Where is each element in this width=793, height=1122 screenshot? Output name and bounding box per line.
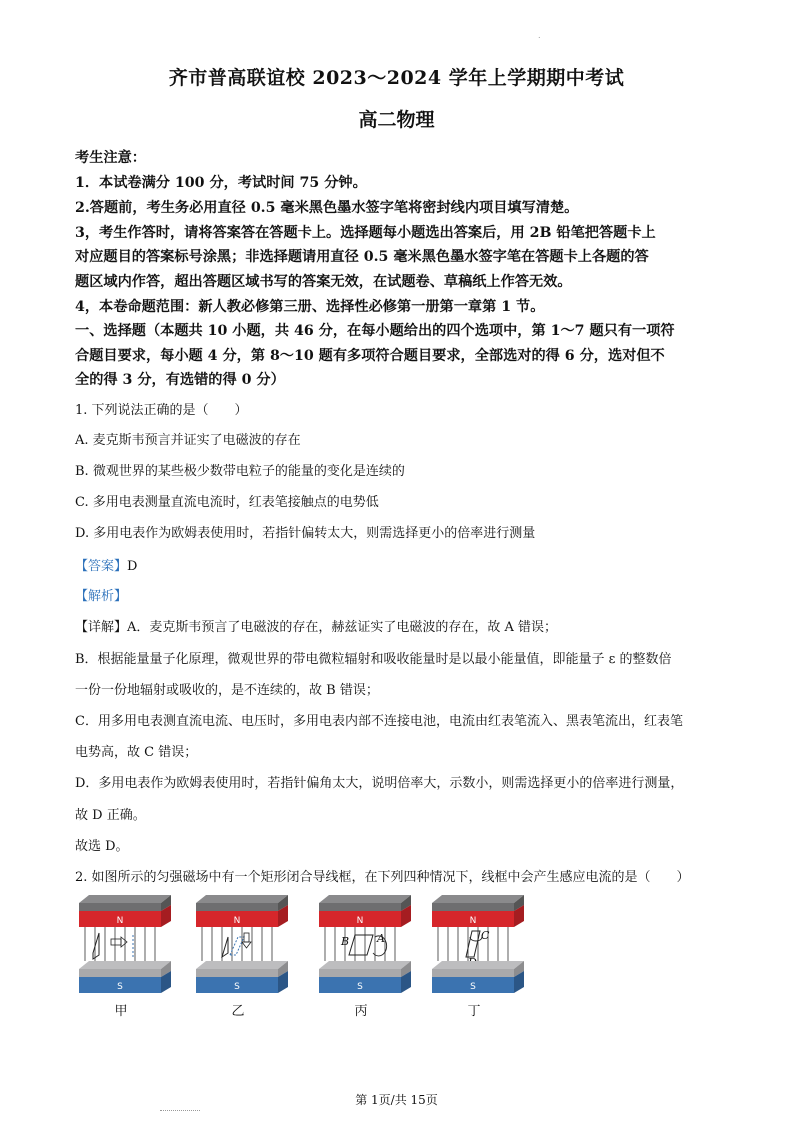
south-label: S — [470, 982, 476, 992]
exam-subject: 高二物理 — [358, 109, 435, 131]
figure-caption: 乙 — [231, 1004, 245, 1019]
figure-caption: 丁 — [467, 1004, 481, 1019]
answer-tag: 【答案】 — [75, 559, 128, 574]
option-d: D. 多用电表作为欧姆表使用时，若指针偏转太大，则需选择更小的倍率进行测量 — [75, 526, 536, 541]
footer-divider — [160, 1110, 200, 1111]
notice-item: 3，考生作答时，请将答案答在答题卡上。选择题每小题选出答案后，用 2B 铅笔把答题卡上 — [75, 225, 656, 241]
option-b: B. 微观世界的某些极少数带电粒子的能量的变化是连续的 — [75, 464, 405, 479]
notice-item: 题区域内作答，超出答题区域书写的答案无效，在试题卷、草稿纸上作答无效。 — [75, 274, 572, 290]
north-label: N — [356, 916, 364, 926]
detail-tag: 【详解】 — [75, 620, 128, 635]
detail-line: C．用多用电表测直流电流、电压时，多用电表内部不连接电池，电流由红表笔流入、黑表笔流出，红表笔 — [75, 714, 683, 729]
detail-line — [75, 616, 557, 635]
point-label: A — [377, 932, 385, 945]
north-label: N — [116, 916, 124, 926]
notice-item: 2.答题前，考生务必用直径 0.5 毫米黑色墨水签字笔将密封线内项目填写清楚。 — [75, 200, 579, 216]
page-number: 第 1页/共 15页 — [355, 1093, 438, 1107]
option-c: C. 多用电表测量直流电流时，红表笔接触点的电势低 — [75, 495, 379, 510]
notice-item: 1．本试卷满分 100 分，考试时间 75 分钟。 — [75, 175, 367, 191]
section-heading: 一、选择题（本题共 10 小题，共 46 分，在每小题给出的四个选项中，第 1～7 题只有一项符 — [75, 323, 675, 339]
magnet-figure-ding — [428, 893, 528, 1023]
notice-item: 对应题目的答案标号涂黑；非选择题请用直径 0.5 毫米黑色墨水签字笔在答题卡上各题的答 — [75, 249, 649, 265]
point-label: C — [481, 929, 490, 942]
detail-line: D．多用电表作为欧姆表使用时，若指针偏角太大，说明倍率大，示数小，则需选择更小的倍率进行测量， — [75, 776, 684, 791]
figure-caption: 甲 — [114, 1004, 128, 1019]
option-a: A. 麦克斯韦预言并证实了电磁波的存在 — [75, 433, 301, 448]
detail-line: 故 D 正确。 — [75, 808, 146, 823]
detail-line: B．根据能量量子化原理，微观世界的带电微粒辐射和吸收能量时是以最小能量值，即能量子 ε 的整数倍 — [75, 652, 672, 667]
corner-mark: . — [538, 31, 541, 40]
detail-text: A．麦克斯韦预言了电磁波的存在，赫兹证实了电磁波的存在，故 A 错误； — [127, 620, 558, 635]
south-label: S — [357, 982, 363, 992]
analysis-tag: 【解析】 — [75, 589, 128, 604]
notice-heading: 考生注意： — [75, 150, 146, 166]
question-stem: 1. 下列说法正确的是（ ） — [75, 403, 248, 418]
detail-line: 电势高，故 C 错误； — [75, 745, 198, 760]
section-heading: 全的得 3 分，有选错的得 0 分） — [75, 372, 285, 388]
section-heading: 合题目要求，每小题 4 分，第 8～10 题有多项符合题目要求，全部选对的得 6 分，选对但不 — [75, 348, 665, 364]
north-label: N — [233, 916, 241, 926]
notice-item: 4，本卷命题范围：新人教必修第三册、选择性必修第一册第一章第 1 节。 — [75, 299, 545, 315]
magnet-figure-jia — [75, 893, 175, 1023]
point-label: B — [341, 935, 350, 948]
magnet-figure-yi — [192, 893, 292, 1023]
magnet-figure-bing — [315, 893, 415, 1023]
answer-value: D — [127, 559, 138, 574]
south-label: S — [234, 982, 240, 992]
detail-line: 一份一份地辐射或吸收的，是不连续的，故 B 错误； — [75, 683, 379, 698]
detail-line: 故选 D。 — [75, 839, 129, 854]
north-label: N — [469, 916, 477, 926]
answer-line — [75, 555, 137, 574]
question-stem: 2. 如图所示的匀强磁场中有一个矩形闭合导线框，在下列四种情况下，线框中会产生感应电流的是（ ） — [75, 870, 690, 885]
figure-caption: 丙 — [354, 1004, 368, 1019]
south-label: S — [117, 982, 123, 992]
exam-title: 齐市普高联谊校 2023～2024 学年上学期期中考试 — [168, 67, 625, 89]
